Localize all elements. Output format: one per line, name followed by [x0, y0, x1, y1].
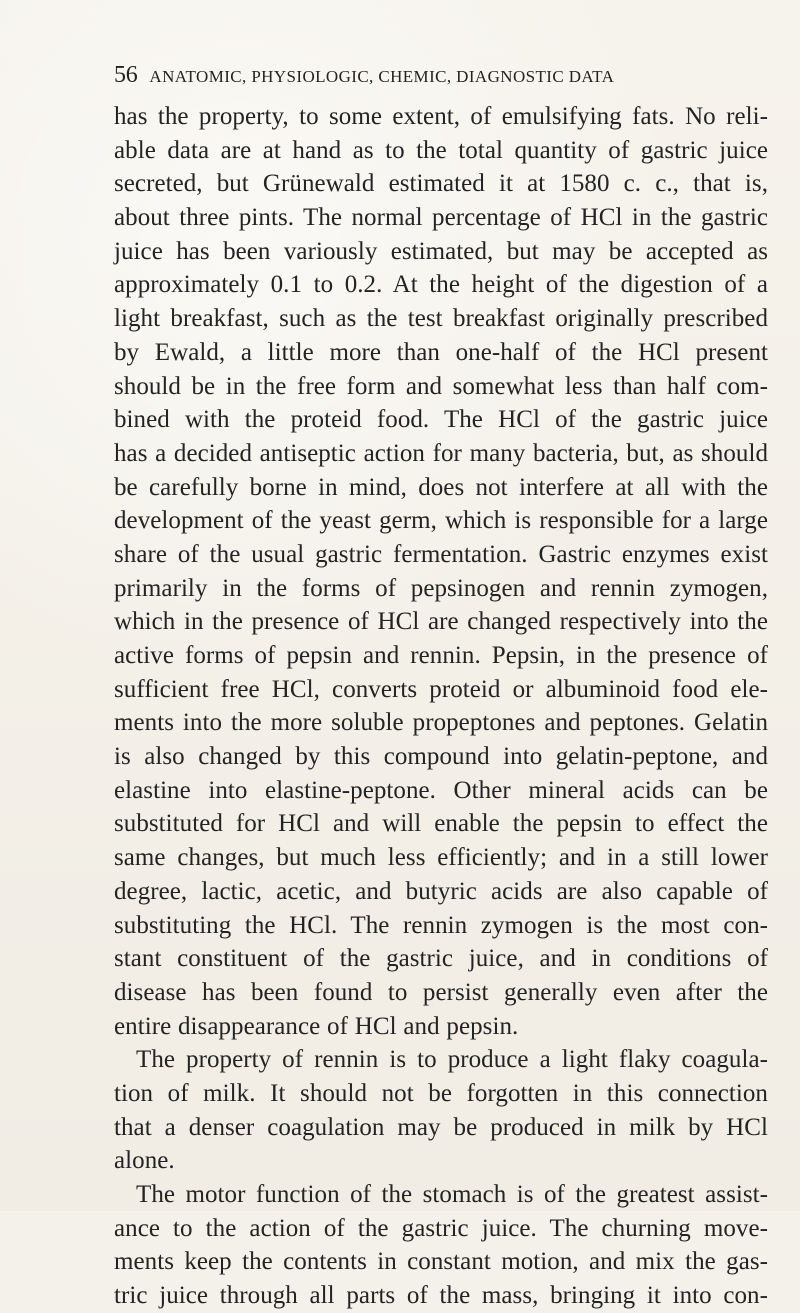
paragraph-start-line: The motor function of the stomach is of the greatest assist- — [136, 1181, 768, 1208]
text-line: primarily in the forms of pepsinogen and rennin zymogen, — [114, 574, 768, 602]
text-line: substituting the HCl. The rennin zymogen is the most con- — [114, 911, 768, 939]
body-text — [114, 100, 768, 1313]
text-line: secreted, but Grünewald estimated it at 1580 c. c., that is, — [114, 170, 768, 198]
text-line: same changes, but much less efficiently; and in a still lower — [114, 844, 768, 872]
text-line: has the property, to some extent, of emulsifying fats. No reli- — [114, 103, 768, 130]
text-line: ments keep the contents in constant motion, and mix the gas- — [114, 1248, 768, 1276]
text-line: by Ewald, a little more than one-half of the HCl present — [114, 338, 768, 366]
text-line: tric juice through all parts of the mass, bringing it into con- — [114, 1282, 768, 1310]
text-line: that a denser coagulation may be produced in milk by HCl — [114, 1113, 768, 1141]
text-line: sufficient free HCl, converts proteid or albuminoid food ele- — [114, 675, 768, 703]
text-line: tion of milk. It should not be forgotten in this connection — [114, 1079, 768, 1107]
text-line: about three pints. The normal percentage of HCl in the gastric — [114, 204, 768, 232]
text-line: approximately 0.1 to 0.2. At the height of the digestion of a — [114, 271, 768, 299]
text-line: elastine into elastine-peptone. Other mineral acids can be — [114, 776, 768, 804]
text-line: should be in the free form and somewhat less than half com- — [114, 372, 768, 400]
running-title: ANATOMIC, PHYSIOLOGIC, CHEMIC, DIAGNOSTIC DATA — [149, 67, 615, 86]
text-line: disease has been found to persist generally even after the — [114, 978, 768, 1006]
paragraph-start-line: The property of rennin is to produce a light flaky coagula- — [136, 1046, 768, 1074]
text-line: has a decided antiseptic action for many bacteria, but, as should — [114, 439, 768, 467]
text-line: is also changed by this compound into gelatin-peptone, and — [114, 743, 768, 771]
paragraph-end-line: alone. — [114, 1147, 175, 1175]
text-line: ments into the more soluble propeptones and peptones. Gelatin — [114, 709, 768, 737]
text-line: be carefully borne in mind, does not interfere at all with the — [114, 473, 768, 501]
page-number: 56 — [114, 62, 138, 88]
text-line: active forms of pepsin and rennin. Pepsin, in the presence of — [114, 642, 768, 669]
text-line: which in the presence of HCl are changed respectively into the — [114, 608, 768, 636]
text-line: juice has been variously estimated, but may be accepted as — [114, 237, 768, 265]
text-line: degree, lactic, acetic, and butyric acids are also capable of — [114, 877, 768, 905]
running-head — [114, 63, 764, 89]
text-line: stant constituent of the gastric juice, and in conditions of — [114, 945, 768, 973]
paragraph-end-line: entire disappearance of HCl and pepsin. — [114, 1012, 519, 1040]
text-line: share of the usual gastric fermentation. Gastric enzymes exist — [114, 540, 768, 568]
text-line: able data are at hand as to the total quantity of gastric juice — [114, 136, 768, 164]
text-line: ance to the action of the gastric juice. The churning move- — [114, 1214, 768, 1242]
text-line: bined with the proteid food. The HCl of the gastric juice — [114, 406, 768, 434]
text-line: development of the yeast germ, which is responsible for a large — [114, 507, 768, 535]
text-line: substituted for HCl and will enable the pepsin to effect the — [114, 810, 768, 838]
text-line: light breakfast, such as the test breakfast originally prescribed — [114, 305, 768, 333]
